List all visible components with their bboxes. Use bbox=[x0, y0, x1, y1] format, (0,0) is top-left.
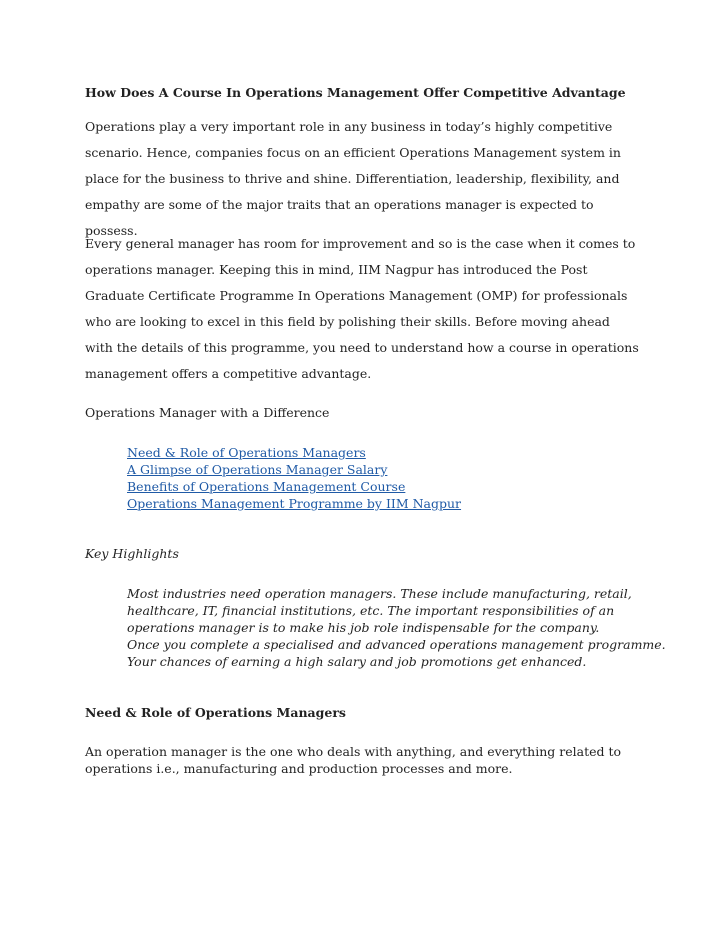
highlight-line: healthcare, IT, financial institutions, etc. The important responsibilities of an bbox=[127, 603, 615, 618]
section-line: An operation manager is the one who deals with anything, and everything related to bbox=[85, 744, 622, 759]
key-highlights-block bbox=[127, 585, 666, 670]
toc-item bbox=[127, 495, 461, 512]
section-paragraph bbox=[85, 743, 621, 777]
toc-link-salary[interactable]: A Glimpse of Operations Manager Salary bbox=[127, 462, 388, 477]
toc-link-programme[interactable]: Operations Management Programme by IIM Nagpur bbox=[127, 496, 462, 511]
key-highlights-heading: Key Highlights bbox=[85, 546, 179, 561]
section-line: operations i.e., manufacturing and production processes and more. bbox=[85, 761, 513, 776]
toc-link-need-role[interactable]: Need & Role of Operations Managers bbox=[127, 445, 366, 460]
intro-paragraph: Operations play a very important role in any business in today’s highly competitive scenario. Hence, companies focus on an efficient Operations Management system in place for the business to thrive and shine. Differentiation, leadership, flexibility, and empathy are some of the major traits that an operations manager is expected to possess. bbox=[85, 119, 621, 238]
toc-heading: Operations Manager with a Difference bbox=[85, 405, 330, 420]
toc-item bbox=[127, 478, 461, 495]
highlight-line: Once you complete a specialised and advanced operations management programme. bbox=[127, 637, 666, 652]
section-heading: Need & Role of Operations Managers bbox=[85, 705, 346, 720]
toc-link-benefits[interactable]: Benefits of Operations Management Course bbox=[127, 479, 406, 494]
highlight-line: operations manager is to make his job role indispensable for the company. bbox=[127, 620, 600, 635]
highlight-line: Most industries need operation managers. These include manufacturing, retail, bbox=[127, 586, 632, 601]
second-paragraph: Every general manager has room for improvement and so is the case when it comes to operations manager. Keeping this in mind, IIM Nagpur has introduced the Post Graduate Certificate Programme In Operations Management (OMP) for professionals who are looking to excel in this field by polishing their skills. Before moving ahead with the details of this programme, you need to understand how a course in operations management offers a competitive advantage. bbox=[85, 236, 639, 381]
highlight-line: Your chances of earning a high salary and job promotions get enhanced. bbox=[127, 654, 587, 669]
article-title: How Does A Course In Operations Management Offer Competitive Advantage bbox=[85, 85, 626, 100]
toc-link-list bbox=[127, 444, 461, 512]
toc-item bbox=[127, 444, 461, 461]
toc-item bbox=[127, 461, 461, 478]
